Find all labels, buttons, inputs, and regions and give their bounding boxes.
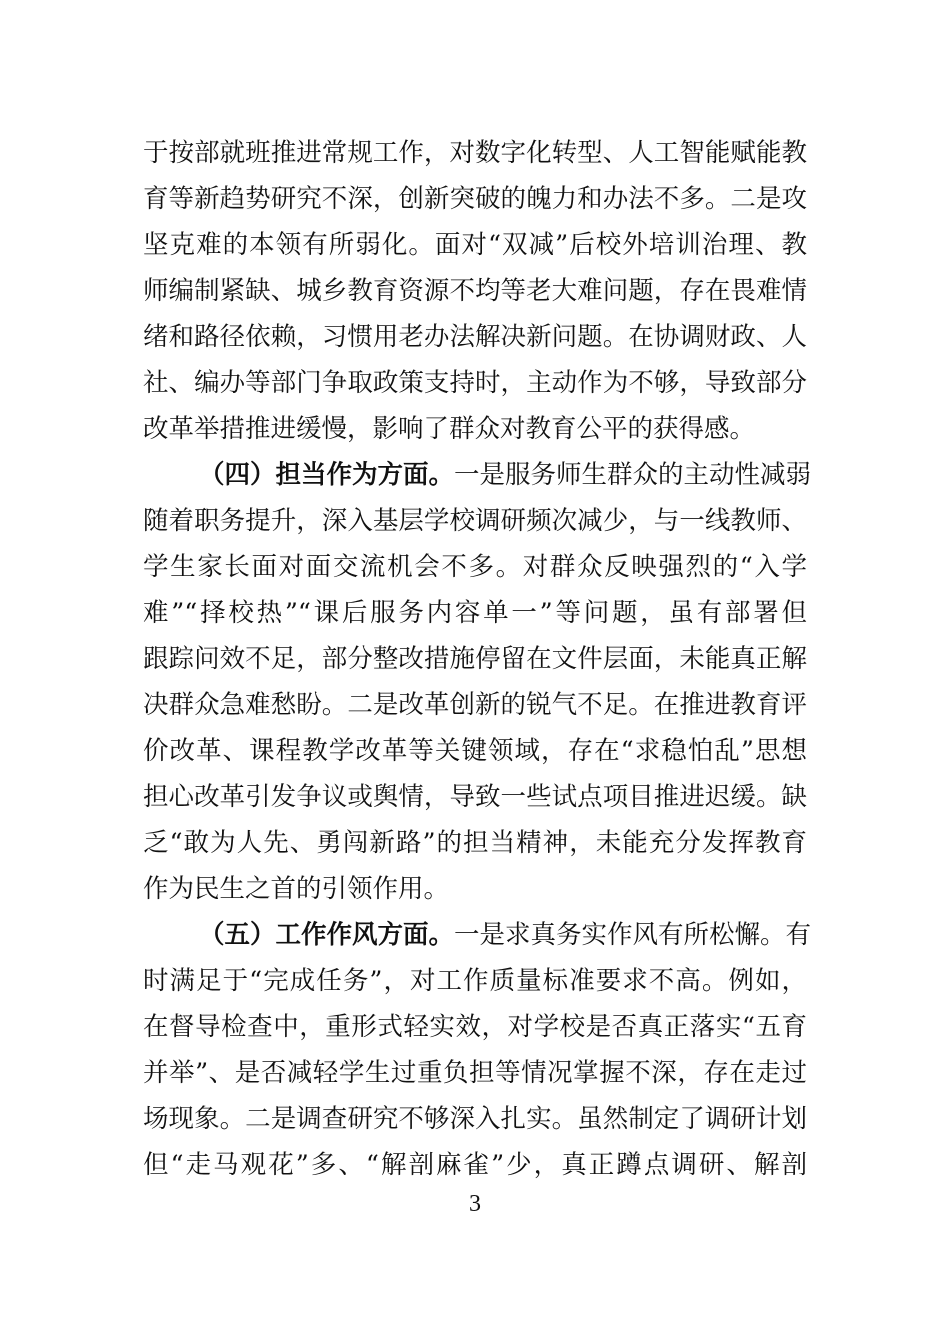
paragraph-1-line-3: 坚克难的本领有所弱化。面对“双减”后校外培训治理、教 — [143, 230, 807, 260]
paragraph-1-line-7: 改革举措推进缓慢，影响了群众对教育公平的获得感。 — [143, 414, 756, 444]
page-number: 3 — [469, 1191, 481, 1217]
paragraph-2-line-2: 随着职务提升，深入基层学校调研频次减少，与一线教师、 — [143, 506, 807, 536]
paragraph-2-line-8: 担心改革引发争议或舆情，导致一些试点项目推进迟缓。缺 — [143, 782, 807, 812]
paragraph-3-line-6: 但“走马观花”多、“解剖麻雀”少，真正蹲点调研、解剖 — [143, 1150, 807, 1180]
section-5-first-line-text: 一是求真务实作风有所松懈。有 — [454, 920, 812, 950]
paragraph-1-line-2: 育等新趋势研究不深，创新突破的魄力和办法不多。二是攻 — [143, 184, 807, 214]
paragraph-3-first-line — [199, 912, 812, 958]
paragraph-2-line-10: 作为民生之首的引领作用。 — [143, 874, 450, 904]
paragraph-3-line-5: 场现象。二是调查研究不够深入扎实。虽然制定了调研计划 — [143, 1104, 807, 1134]
paragraph-1-line-1: 于按部就班推进常规工作，对数字化转型、人工智能赋能教 — [143, 138, 807, 168]
paragraph-3-line-3: 在督导检查中，重形式轻实效，对学校是否真正落实“五育 — [143, 1012, 807, 1042]
paragraph-2-line-9: 乏“敢为人先、勇闯新路”的担当精神，未能充分发挥教育 — [143, 828, 807, 858]
paragraph-1-line-6: 社、编办等部门争取政策支持时，主动作为不够，导致部分 — [143, 368, 807, 398]
paragraph-3-line-4: 并举”、是否减轻学生过重负担等情况掌握不深，存在走过 — [143, 1058, 807, 1088]
section-4-heading: （四）担当作为方面。 — [199, 460, 455, 490]
section-5-heading: （五）工作作风方面。 — [199, 920, 455, 950]
paragraph-1-line-5: 绪和路径依赖，习惯用老办法解决新问题。在协调财政、人 — [143, 322, 807, 352]
paragraph-2-line-3: 学生家长面对面交流机会不多。对群众反映强烈的“入学 — [143, 552, 807, 582]
paragraph-2-line-4: 难”“择校热”“课后服务内容单一”等问题，虽有部署但 — [143, 598, 807, 628]
paragraph-3-line-2: 时满足于“完成任务”，对工作质量标准要求不高。例如， — [143, 966, 807, 996]
section-4-first-line-text: 一是服务师生群众的主动性减弱 — [454, 460, 812, 490]
paragraph-2-line-7: 价改革、课程教学改革等关键领域，存在“求稳怕乱”思想 — [143, 736, 807, 766]
paragraph-2-line-6: 决群众急难愁盼。二是改革创新的锐气不足。在推进教育评 — [143, 690, 807, 720]
paragraph-1-line-4: 师编制紧缺、城乡教育资源不均等老大难问题，存在畏难情 — [143, 276, 807, 306]
paragraph-2-line-5: 跟踪问效不足，部分整改措施停留在文件层面，未能真正解 — [143, 644, 807, 674]
paragraph-2-first-line — [199, 452, 812, 498]
